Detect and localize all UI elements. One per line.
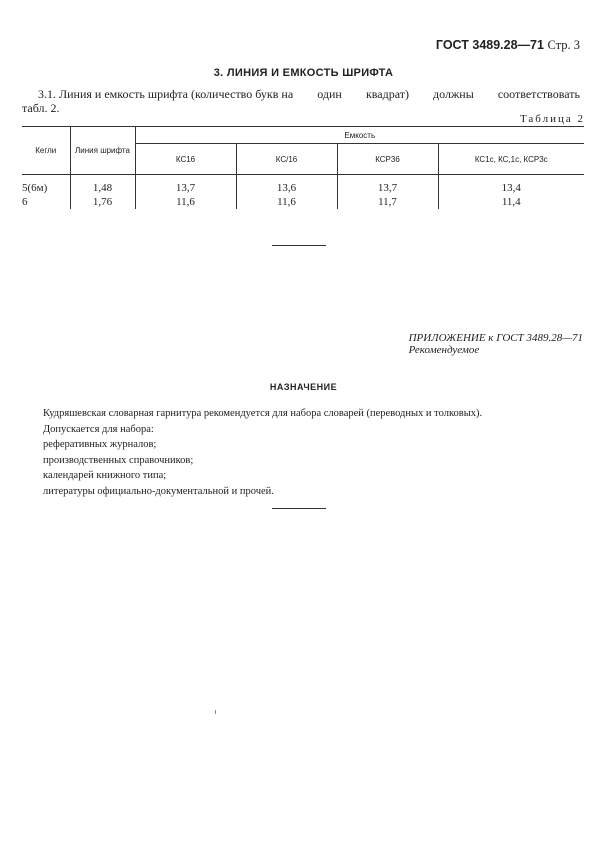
page-header bbox=[436, 38, 580, 53]
purpose-line: реферативных журналов; bbox=[43, 439, 157, 450]
separator-rule bbox=[272, 245, 326, 246]
cell-liniya: 1,48 bbox=[70, 175, 135, 196]
header-kegli: Кегли bbox=[22, 127, 70, 175]
subheader-ks1c: КС1с, КС,1с, КСР3с bbox=[438, 144, 584, 175]
separator-rule bbox=[272, 508, 326, 509]
paragraph-word: один bbox=[317, 87, 342, 101]
subheader-ks-16: КС/16 bbox=[236, 144, 337, 175]
cell-kegl: 6 bbox=[22, 196, 28, 208]
cell-value: 11,4 bbox=[438, 195, 584, 209]
standard-number: ГОСТ 3489.28—71 bbox=[435, 38, 544, 52]
purpose-line: Допускается для набора: bbox=[43, 423, 154, 435]
appendix-title: ПРИЛОЖЕНИЕ к ГОСТ 3489.28—71 bbox=[408, 332, 583, 344]
paragraph-word: квадрат) bbox=[365, 87, 409, 101]
scan-mark bbox=[215, 710, 216, 714]
table-row bbox=[22, 175, 584, 196]
paragraph-3-1 bbox=[22, 87, 580, 115]
subheader-ksr36: КСР36 bbox=[337, 144, 438, 175]
header-emkost: Емкость bbox=[135, 127, 584, 144]
paragraph-line-2: табл. 2. bbox=[22, 101, 60, 115]
cell-value: 11,6 bbox=[236, 195, 337, 209]
cell-kegl: 5(6м) bbox=[22, 182, 48, 194]
cell-value: 13,6 bbox=[236, 175, 337, 196]
paragraph-word: 3.1. Линия и емкость шрифта (количество букв на bbox=[38, 87, 294, 101]
paragraph-word: должны bbox=[433, 87, 474, 101]
purpose-line: Кудряшевская словарная гарнитура рекомендуется для набора словарей (переводных и толковых). bbox=[43, 408, 483, 419]
appendix-status: Рекомендуемое bbox=[408, 344, 480, 356]
purpose-title: НАЗНАЧЕНИЕ bbox=[269, 382, 338, 392]
cell-value: 11,6 bbox=[135, 195, 236, 209]
purpose-body bbox=[43, 406, 482, 499]
table-row bbox=[22, 195, 584, 209]
page-number: Стр. 3 bbox=[547, 38, 580, 52]
appendix-label bbox=[409, 332, 583, 356]
section-title: 3. ЛИНИЯ И ЕМКОСТЬ ШРИФТА bbox=[213, 67, 394, 79]
capacity-table bbox=[22, 126, 584, 209]
cell-liniya: 1,76 bbox=[70, 195, 135, 209]
cell-value: 11,7 bbox=[337, 195, 438, 209]
purpose-line: календарей книжного типа; bbox=[43, 470, 167, 481]
table-caption: Таблица 2 bbox=[519, 113, 585, 125]
paragraph-word: соответствовать bbox=[497, 87, 580, 101]
purpose-line: производственных справочников; bbox=[43, 454, 194, 466]
cell-value: 13,7 bbox=[337, 175, 438, 196]
cell-value: 13,7 bbox=[135, 175, 236, 196]
cell-value: 13,4 bbox=[438, 175, 584, 196]
subheader-ks16: КС16 bbox=[135, 144, 236, 175]
purpose-line: литературы официально-документальной и прочей. bbox=[43, 485, 274, 497]
header-liniya: Линия шрифта bbox=[70, 127, 135, 175]
